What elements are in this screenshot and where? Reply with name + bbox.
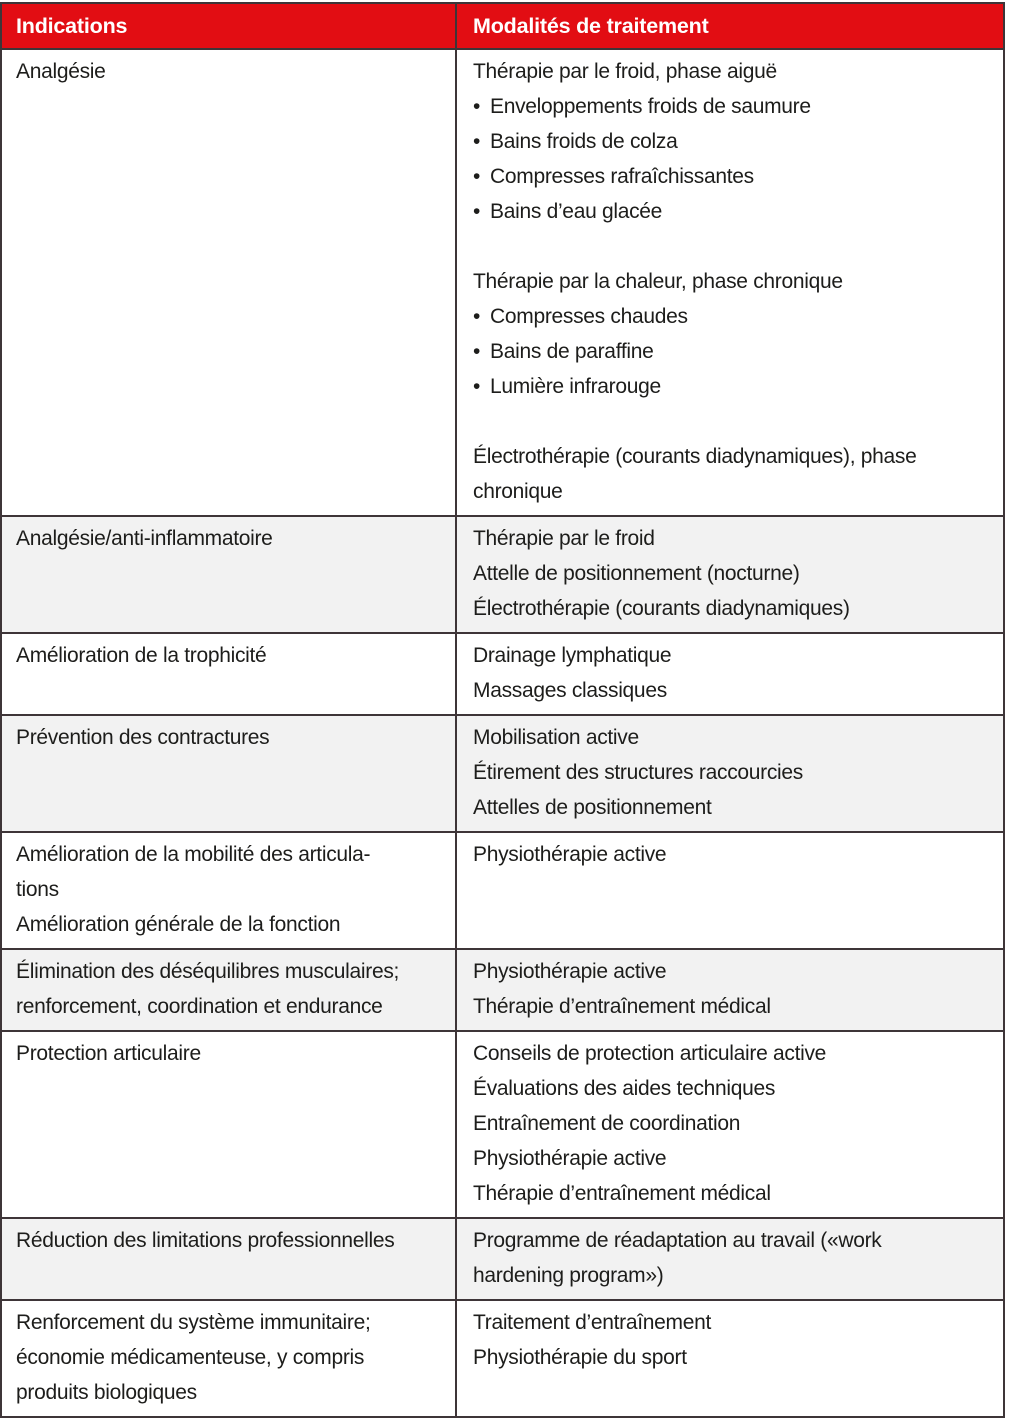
table-row xyxy=(2,1299,1003,1416)
bullet-icon: • xyxy=(473,200,481,223)
modality-title: Physiothérapie du sport xyxy=(473,1346,687,1369)
indication-text: Analgésie/anti-inflammatoire xyxy=(16,527,273,550)
bullet-item xyxy=(473,124,995,159)
indication-text: renforcement, coordination et endurance xyxy=(16,995,383,1018)
bullet-item xyxy=(473,369,995,404)
modality-title: Mobilisation active xyxy=(473,726,639,749)
indication-text: Réduction des limitations professionnelles xyxy=(16,1229,395,1252)
indication-cell xyxy=(2,716,455,831)
modality-group xyxy=(473,1223,995,1293)
table-header xyxy=(2,4,1003,48)
indication-text: Analgésie xyxy=(16,60,106,83)
table-row xyxy=(2,515,1003,632)
modality-title: Entraînement de coordination xyxy=(473,1112,741,1135)
modality-group xyxy=(473,638,995,708)
modality-title: Traitement d’entraînement xyxy=(473,1311,712,1334)
bullet-text: Enveloppements froids de saumure xyxy=(490,95,811,118)
bullet-icon: • xyxy=(473,165,481,188)
modality-group xyxy=(473,54,995,229)
indication-text: Amélioration générale de la fonction xyxy=(16,913,341,936)
modality-title: Étirement des structures raccourcies xyxy=(473,761,803,784)
header-indications: Indications xyxy=(16,13,128,38)
indication-text: Amélioration de la mobilité des articula- xyxy=(16,843,371,866)
modality-title: Attelle de positionnement (nocturne) xyxy=(473,562,800,585)
modalities-cell xyxy=(455,1301,1003,1416)
modality-group xyxy=(473,439,995,509)
table-row xyxy=(2,632,1003,714)
indication-cell xyxy=(2,950,455,1030)
bullet-icon: • xyxy=(473,375,481,398)
bullet-text: Compresses chaudes xyxy=(490,305,688,328)
bullet-item xyxy=(473,89,995,124)
bullet-icon: • xyxy=(473,305,481,328)
modality-title: Thérapie d’entraînement médical xyxy=(473,1182,771,1205)
indication-text: Renforcement du système immunitaire; xyxy=(16,1311,371,1334)
modality-title: Thérapie d’entraînement médical xyxy=(473,995,771,1018)
bullet-text: Bains froids de colza xyxy=(490,130,678,153)
indication-cell xyxy=(2,634,455,714)
bullet-text: Bains d’eau glacée xyxy=(490,200,663,223)
modality-title: Massages classiques xyxy=(473,679,667,702)
indication-cell xyxy=(2,50,455,515)
indication-cell xyxy=(2,1032,455,1217)
modality-title: Drainage lymphatique xyxy=(473,644,672,667)
modality-group xyxy=(473,1036,995,1211)
modalities-cell xyxy=(455,517,1003,632)
modalities-cell xyxy=(455,716,1003,831)
table-row xyxy=(2,1217,1003,1299)
bullet-text: Lumière infrarouge xyxy=(490,375,661,398)
modality-group xyxy=(473,1305,995,1375)
modalities-cell xyxy=(455,1032,1003,1217)
indication-text: Amélioration de la trophicité xyxy=(16,644,267,667)
bullet-item xyxy=(473,194,995,229)
bullet-item xyxy=(473,159,995,194)
treatment-table xyxy=(0,2,1005,1418)
bullet-item xyxy=(473,334,995,369)
modality-title: Programme de réadaptation au travail («work xyxy=(473,1229,882,1252)
bullet-icon: • xyxy=(473,130,481,153)
indication-text: Prévention des contractures xyxy=(16,726,270,749)
modality-group xyxy=(473,720,995,825)
modalities-cell xyxy=(455,950,1003,1030)
modality-title: Thérapie par le froid, phase aiguë xyxy=(473,60,777,83)
bullet-text: Bains de paraffine xyxy=(490,340,654,363)
modality-title: Conseils de protection articulaire active xyxy=(473,1042,827,1065)
modality-title: Électrothérapie (courants diadynamiques) xyxy=(473,597,850,620)
indication-cell xyxy=(2,833,455,948)
modalities-cell xyxy=(455,634,1003,714)
modality-title: chronique xyxy=(473,480,563,503)
bullet-icon: • xyxy=(473,340,481,363)
modality-group xyxy=(473,954,995,1024)
modality-title: Thérapie par le froid xyxy=(473,527,655,550)
bullet-item xyxy=(473,299,995,334)
modality-title: Physiothérapie active xyxy=(473,1147,667,1170)
modality-title: Physiothérapie active xyxy=(473,843,667,866)
modalities-cell xyxy=(455,1219,1003,1299)
modality-title: Thérapie par la chaleur, phase chronique xyxy=(473,270,843,293)
table-row xyxy=(2,948,1003,1030)
indication-text: Élimination des déséquilibres musculaires; xyxy=(16,960,400,983)
indication-cell xyxy=(2,1219,455,1299)
indication-text: tions xyxy=(16,878,59,901)
indication-cell xyxy=(2,1301,455,1416)
modality-group xyxy=(473,521,995,626)
modalities-cell xyxy=(455,833,1003,948)
bullet-icon: • xyxy=(473,95,481,118)
modality-title: Électrothérapie (courants diadynamiques), phase xyxy=(473,445,917,468)
indication-cell xyxy=(2,517,455,632)
table-row xyxy=(2,1030,1003,1217)
table-row xyxy=(2,714,1003,831)
modality-title: Attelles de positionnement xyxy=(473,796,712,819)
indication-text: Protection articulaire xyxy=(16,1042,201,1065)
modality-title: Évaluations des aides techniques xyxy=(473,1077,776,1100)
indication-text: produits biologiques xyxy=(16,1381,197,1404)
header-modalites: Modalités de traitement xyxy=(455,4,1003,48)
modality-title: Physiothérapie active xyxy=(473,960,667,983)
table-row xyxy=(2,831,1003,948)
modality-title: hardening program») xyxy=(473,1264,664,1287)
modalities-cell xyxy=(455,50,1003,515)
table-row xyxy=(2,48,1003,515)
indication-text: économie médicamenteuse, y compris xyxy=(16,1346,365,1369)
modality-group xyxy=(473,837,995,872)
bullet-text: Compresses rafraîchissantes xyxy=(490,165,754,188)
modality-group xyxy=(473,264,995,404)
